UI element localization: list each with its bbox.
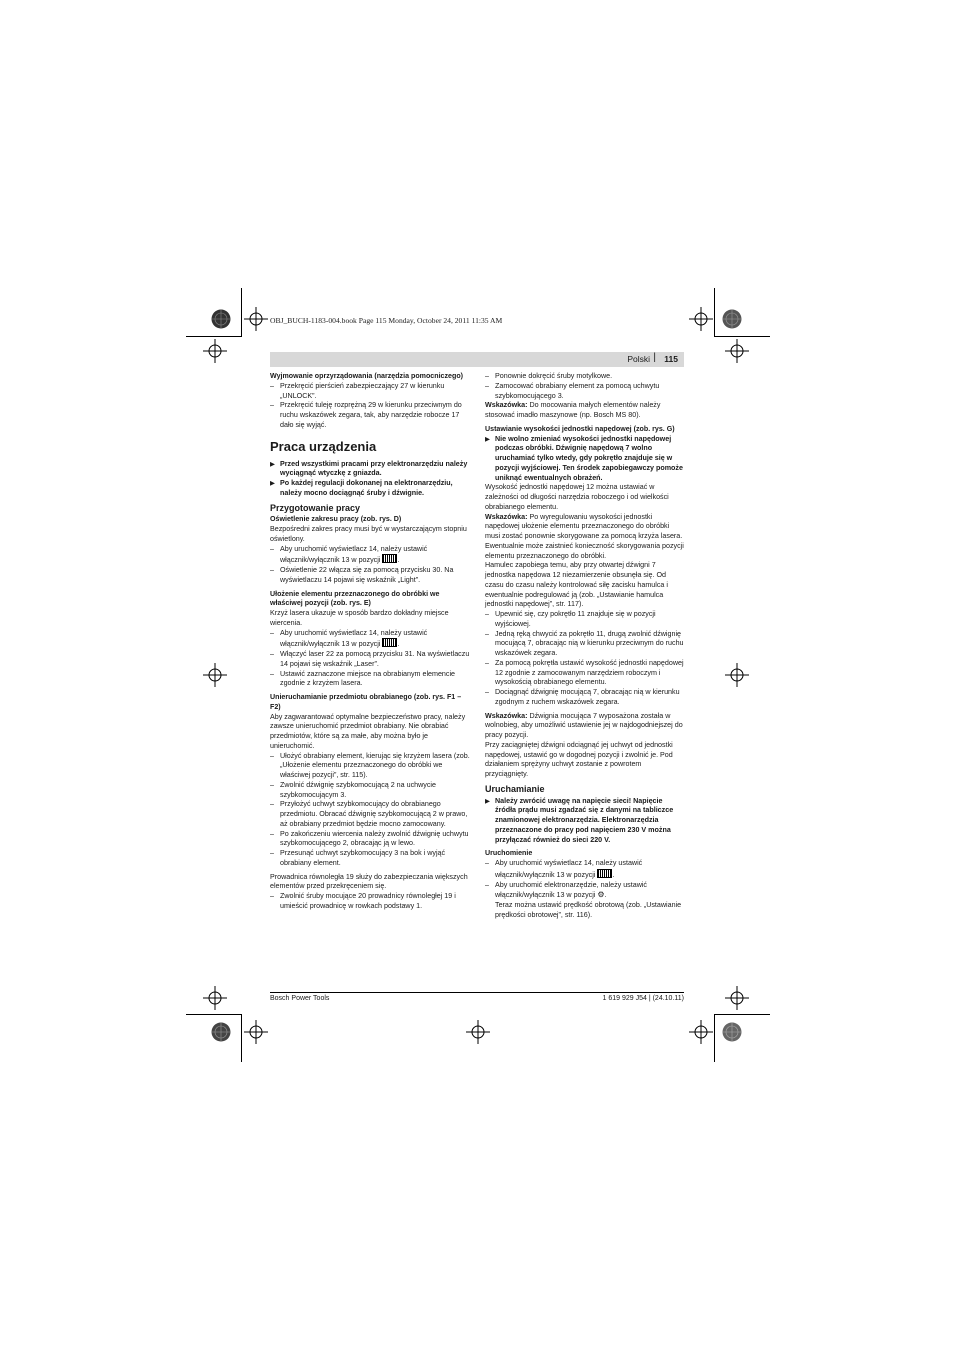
list-item: – Zamocować obrabiany element za pomocą uchwytu szybkomocującego 3. xyxy=(485,382,685,402)
header-separator: | xyxy=(653,352,656,363)
list-item: – Przekręcić tuleję rozprężną 29 w kierunku przeciwnym do ruchu wskazówek zegara, tak, aby narzędzie robocze 17 dało się wyjąć. xyxy=(270,401,470,430)
list-item: – Zwolnić dźwignię szybkomocującą 2 na uchwycie szybkomocującym 3. xyxy=(270,781,470,801)
print-dial-icon xyxy=(211,309,231,329)
list-item: – Jedną ręką chwycić za pokrętło 11, drugą zwolnić dźwignię mocującą 7, obracając nią w kierunku przeciwnym do ruchu wskazówek zegara. xyxy=(485,630,685,659)
section-title: Ułożenie elementu przeznaczonego do obróbki we właściwej pozycji (zob. rys. E) xyxy=(270,589,440,608)
crop-mark xyxy=(714,1014,770,1015)
registration-mark-icon xyxy=(725,339,749,363)
warning-item: ▶ Nie wolno zmieniać wysokości jednostki napędowej podczas obróbki. Dźwignię napędową 7 wolno uruchamiać tylko wtedy, gdy pokrętło znajduje się w pozycji wyjściowej. Ten środek zapobiegawczy pomoże uniknąć ewentualnych obrażeń. xyxy=(485,435,685,484)
print-dial-icon xyxy=(211,1022,231,1042)
list-item: – Oświetlenie 22 włącza się za pomocą przycisku 30. Na wyświetlaczu 14 pojawi się wskaźnik „Light”. xyxy=(270,566,470,586)
paragraph: Prowadnica równoległa 19 służy do zabezpieczania większych elementów przed przekręceniem się. xyxy=(270,872,468,891)
warning-item: ▶ Należy zwrócić uwagę na napięcie sieci! Napięcie źródła prądu musi zgadzać się z danymi na tabliczce znamionowej elektronarzędzia. Elektronarzędzia przeznaczone do pracy pod napięciem 230 V można przyłączać również do sieci 220 V. xyxy=(485,797,685,846)
list-item: – Upewnić się, czy pokrętło 11 znajduje się w pozycji wyjściowej. xyxy=(485,610,685,630)
list-item: – Ułożyć obrabiany element, kierując się krzyżem lasera (zob. „Ułożenie elementu przeznaczonego do obróbki we właściwej pozycji”, str. 115). xyxy=(270,752,470,781)
registration-mark-icon xyxy=(203,663,227,687)
registration-mark-icon xyxy=(244,1020,268,1044)
section-heading: Przygotowanie pracy xyxy=(270,502,361,513)
registration-mark-icon xyxy=(466,1020,490,1044)
left-column xyxy=(270,372,470,912)
crop-mark xyxy=(714,288,715,336)
warning-item: ▶ Przed wszystkimi pracami przy elektronarzędziu należy wyciągnąć wtyczkę z gniazda. xyxy=(270,460,470,480)
paragraph: Wysokość jednostki napędowej 12 można ustawiać w zależności od długości narzędzia roboczego i od wielkości obrabianego elementu. xyxy=(485,483,669,511)
registration-mark-icon xyxy=(725,663,749,687)
registration-mark-icon xyxy=(244,307,268,331)
crop-mark xyxy=(186,336,242,337)
registration-mark-icon xyxy=(689,307,713,331)
list-item: – Po zakończeniu wiercenia należy zwolnić dźwignię uchwytu szybkomocującego 2, obracając ją w lewo. xyxy=(270,830,470,850)
list-item: – Zwolnić śruby mocujące 20 prowadnicy równoległej 19 i umieścić prowadnicę w rowkach podstawy 1. xyxy=(270,892,470,912)
footer-code: 1 619 929 J54 | (24.10.11) xyxy=(602,995,684,1002)
list-item: – Włączyć laser 22 za pomocą przycisku 31. Na wyświetlaczu 14 pojawi się wskaźnik „Laser”. xyxy=(270,650,470,670)
paragraph: Aby zagwarantować optymalne bezpieczeństwo pracy, należy zawsze unieruchomić przedmiot obrabiany. Nie obrabiać przedmiotów, które są za małe, aby można było je unieruchomić. xyxy=(270,712,466,750)
registration-mark-icon xyxy=(203,339,227,363)
registration-mark-icon xyxy=(203,986,227,1010)
note-paragraph: Wskazówka: Do mocowania małych elementów należy stosować imadło maszynowe (np. Bosch MS 80). xyxy=(485,401,661,419)
list-item: – Aby uruchomić wyświetlacz 14, należy ustawić włącznik/wyłącznik 13 w pozycji . xyxy=(270,629,470,651)
motor-icon: ⚙ xyxy=(597,890,605,900)
paragraph: Hamulec zapobiega temu, aby przy otwartej dźwigni 7 jednostka napędowa 12 niezamierzenie obsunęła się. Od czasu do czasu należy kontrolować siłę zacisku hamulca i ewentualnie podregulować ją (zob. „Ustawianie hamulca jednostki napędowej”, str. 117). xyxy=(485,561,668,609)
crop-mark xyxy=(714,336,770,337)
list-item: – Przesunąć uchwyt szybkomocujący 3 na bok i wyjąć obrabiany element. xyxy=(270,849,470,869)
page-footer xyxy=(270,992,684,1002)
section-title: Unieruchamianie przedmiotu obrabianego (zob. rys. F1 – F2) xyxy=(270,693,462,711)
section-heading: Uruchamianie xyxy=(485,783,545,794)
chapter-heading: Praca urządzenia xyxy=(270,438,377,454)
registration-mark-icon xyxy=(689,1020,713,1044)
book-slug: OBJ_BUCH-1183-004.book Page 115 Monday, October 24, 2011 11:35 AM xyxy=(270,316,503,325)
footer-brand: Bosch Power Tools xyxy=(270,995,330,1002)
paragraph: Przy zaciągniętej dźwigni odciągnąć jej uchwyt od jednostki napędowej, ustawić go w dogodnej pozycji i zwolnić je. Pod działaniem sprężyny uchwyt zostanie z powrotem przyciągnięty. xyxy=(485,740,673,778)
header-language: Polski xyxy=(627,354,650,364)
list-item: – Aby uruchomić elektronarzędzie, należy ustawić włącznik/wyłącznik 13 w pozycji ⚙. Teraz można ustawić prędkość obrotową (zob. „Ustawianie prędkości obrotowej”, str. 116). xyxy=(485,881,685,921)
list-item: – Aby uruchomić wyświetlacz 14, należy ustawić włącznik/wyłącznik 13 w pozycji . xyxy=(270,545,470,567)
warning-item: ▶ Po każdej regulacji dokonanej na elektronarzędziu, należy mocno dociągnąć śruby i dźwignie. xyxy=(270,479,470,499)
section-title: Wyjmowanie oprzyrządowania (narzędzia pomocniczego) xyxy=(270,372,464,380)
crop-mark xyxy=(714,1014,715,1062)
crop-mark xyxy=(186,1014,242,1015)
list-item: – Ponownie dokręcić śruby motylkowe. xyxy=(485,372,685,382)
display-icon xyxy=(382,554,397,563)
display-icon xyxy=(597,869,612,878)
page-header xyxy=(270,352,684,367)
registration-mark-icon xyxy=(725,986,749,1010)
print-dial-icon xyxy=(722,1022,742,1042)
display-icon xyxy=(382,638,397,647)
crop-mark xyxy=(241,288,242,336)
list-item: – Przyłożyć uchwyt szybkomocujący do obrabianego przedmiotu. Obracać dźwignię szybkomocującą 2 w prawo, aż obrabiany przedmiot będzie mocno zamocowany. xyxy=(270,800,470,829)
page-number: 115 xyxy=(664,354,678,364)
section-title: Oświetlenie zakresu pracy (zob. rys. D) xyxy=(270,515,402,524)
print-dial-icon xyxy=(722,309,742,329)
list-item: – Aby uruchomić wyświetlacz 14, należy ustawić włącznik/wyłącznik 13 w pozycji . xyxy=(485,859,685,881)
paragraph: Krzyż lasera ukazuje w sposób bardzo dokładny miejsce wiercenia. xyxy=(270,609,449,627)
right-column xyxy=(485,372,685,921)
note-paragraph: Wskazówka: Po wyregulowaniu wysokości jednostki napędowej ułożenie elementu przeznaczonego do obróbki musi zostać ponownie skorygowane za pomocą krzyża lasera. Ewentualnie może zaistnieć konieczność skorygowania pozycji elementu przeznaczonego do obróbki. xyxy=(485,512,684,560)
section-title: Ustawianie wysokości jednostki napędowej (zob. rys. G) xyxy=(485,424,675,433)
section-title: Uruchomienie xyxy=(485,849,533,858)
note-paragraph: Wskazówka: Dźwignia mocująca 7 wyposażona została w wolnobieg, aby umożliwić ustawienie jej w najdogodniejszej do pracy pozycji. xyxy=(485,711,683,739)
list-item: – Dociągnąć dźwignię mocującą 7, obracając nią w kierunku zgodnym z ruchem wskazówek zegara. xyxy=(485,688,685,708)
list-item: – Za pomocą pokrętła ustawić wysokość jednostki napędowej 12 zgodnie z zamocowanym narzędziem roboczym i wysokością obrabianego elementu. xyxy=(485,659,685,688)
paragraph: Bezpośredni zakres pracy musi być w wystarczającym stopniu oświetlony. xyxy=(270,525,467,543)
crop-mark xyxy=(241,1014,242,1062)
list-item: – Przekręcić pierścień zabezpieczający 27 w kierunku „UNLOCK”. xyxy=(270,382,470,402)
list-item: – Ustawić zaznaczone miejsce na obrabianym elemencie zgodnie z krzyżem lasera. xyxy=(270,670,470,690)
